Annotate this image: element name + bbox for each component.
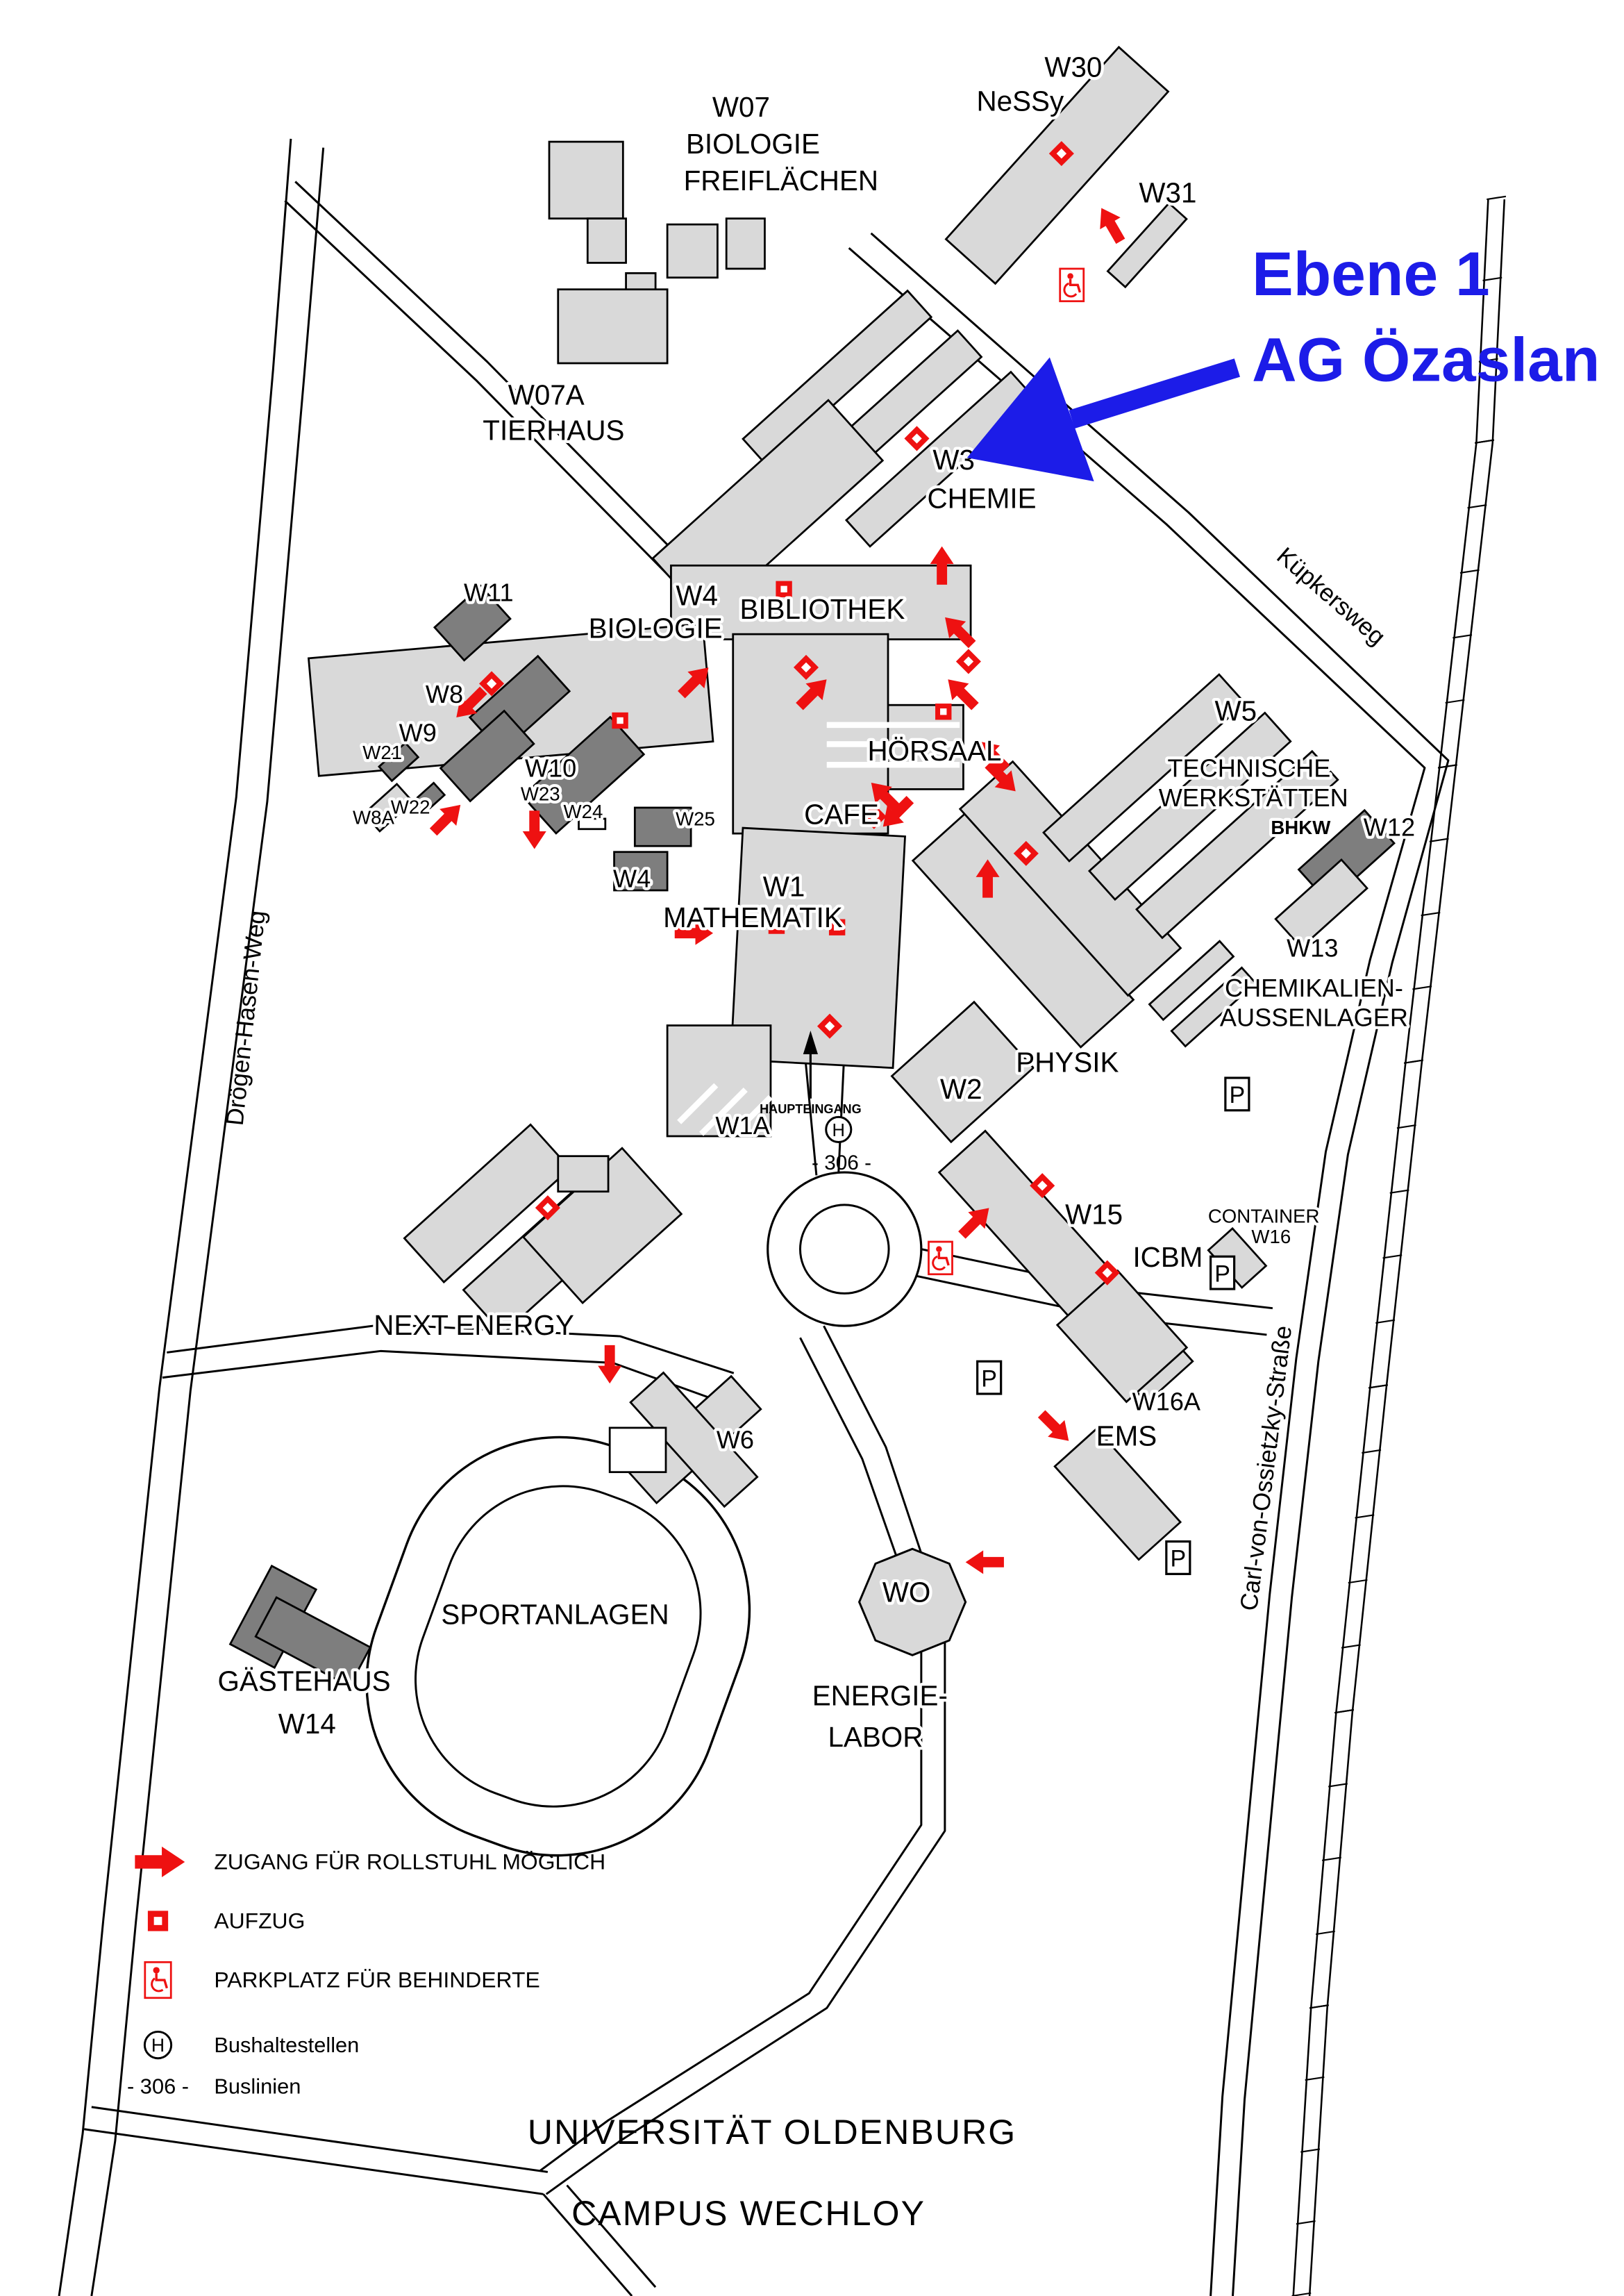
building-label: W6 — [716, 1425, 755, 1454]
elevator-icon-center — [940, 708, 946, 715]
annotation-ebene-line1: Ebene 1 — [1252, 239, 1490, 309]
building-label: SPORTANLAGEN — [441, 1598, 669, 1631]
building — [587, 219, 626, 263]
building-label: FREIFLÄCHEN — [683, 165, 879, 197]
building-label: W16A — [1132, 1387, 1201, 1416]
building-label: EMS — [1096, 1420, 1157, 1452]
building-label: GÄSTEHAUS — [217, 1665, 391, 1697]
building-label: W13 — [1287, 933, 1339, 963]
building-label: W14 — [278, 1707, 336, 1740]
building-label: WERKSTÄTTEN — [1158, 783, 1348, 812]
building-label: W30 — [1044, 51, 1103, 83]
building-label: BIOLOGIE — [685, 128, 820, 160]
building-label: CONTAINER — [1207, 1205, 1320, 1227]
building-label: W24 — [563, 800, 603, 822]
building-label: MATHEMATIK — [663, 901, 843, 934]
building-label: ICBM — [1132, 1241, 1203, 1274]
building-label: W22 — [390, 796, 430, 818]
building — [626, 273, 656, 291]
building-label: W16 — [1251, 1226, 1291, 1248]
building-label: W21 — [362, 741, 403, 763]
footer-title-campus: CAMPUS WECHLOY — [571, 2193, 926, 2233]
building-label: NeSSy — [976, 85, 1064, 117]
legend-label: Buslinien — [214, 2074, 301, 2099]
elevator-icon-center — [154, 1917, 162, 1925]
building-label: W2 — [939, 1072, 982, 1105]
parking-marker-letter: P — [1229, 1082, 1246, 1109]
disabled-parking-icon — [1067, 273, 1073, 279]
building-label: W8A — [353, 806, 394, 829]
parking-marker-letter: P — [1170, 1545, 1187, 1572]
annotation-ebene-line2: AG Özaslan — [1252, 324, 1600, 394]
bus-line-number: - 306 - — [812, 1151, 872, 1174]
building-label: HÖRSAAL — [867, 734, 1002, 767]
main-entrance-label: HAUPTEINGANG — [760, 1102, 862, 1117]
elevator-icon-center — [617, 717, 623, 724]
building-label: W10 — [524, 754, 577, 783]
building-label: TIERHAUS — [483, 414, 625, 447]
bus-line-icon: - 306 - — [126, 2074, 190, 2099]
building-label: W9 — [399, 718, 437, 747]
parking-marker-letter: P — [981, 1365, 998, 1392]
building-label: CAFE — [804, 798, 879, 831]
legend-label: PARKPLATZ FÜR BEHINDERTE — [214, 1967, 540, 1993]
building-label: W25 — [676, 808, 715, 830]
building-label: TECHNISCHE — [1167, 754, 1331, 783]
building-label: W15 — [1065, 1198, 1123, 1231]
building — [558, 290, 667, 363]
building-label: LABOR — [828, 1721, 923, 1754]
building — [667, 224, 717, 278]
building-label: AUSSENLAGER — [1219, 1003, 1408, 1032]
building-label: NEXT ENERGY — [374, 1308, 574, 1341]
building — [558, 1156, 608, 1192]
building-label: W31 — [1139, 176, 1197, 209]
building-label: BIOLOGIE — [588, 612, 723, 644]
building-label: ENERGIE- — [812, 1679, 948, 1712]
building-label: W23 — [520, 783, 560, 805]
building-label: W1 — [762, 870, 805, 903]
building-label: W07 — [712, 90, 770, 123]
building-label: W4 — [612, 864, 651, 893]
legend-label: AUFZUG — [214, 1908, 305, 1933]
building-label: W5 — [1214, 694, 1257, 727]
disabled-parking-icon — [936, 1246, 942, 1252]
bus-stop-icon-letter: H — [151, 2035, 165, 2056]
building-label: W8 — [425, 679, 464, 708]
building-label: W3 — [932, 444, 975, 476]
parking-marker-letter: P — [1214, 1261, 1230, 1288]
footer-title-university: UNIVERSITÄT OLDENBURG — [527, 2113, 1017, 2152]
elevator-icon-center — [780, 586, 787, 592]
building-label: WO — [882, 1576, 931, 1608]
building-label: BHKW — [1271, 817, 1331, 839]
building — [549, 142, 623, 219]
legend-label: ZUGANG FÜR ROLLSTUHL MÖGLICH — [214, 1849, 606, 1874]
building-label: BIBLIOTHEK — [739, 592, 905, 625]
building-label: PHYSIK — [1016, 1046, 1119, 1079]
building-label: CHEMIKALIEN- — [1224, 974, 1403, 1003]
bus-loop-inner — [800, 1205, 889, 1294]
bus-loop — [768, 1172, 921, 1326]
legend-label: Bushaltestellen — [214, 2033, 360, 2058]
building-label: W12 — [1363, 813, 1416, 842]
building-label: W1A — [715, 1110, 770, 1140]
building-label: W07A — [508, 378, 585, 411]
street-label: Drögen-Hasen-Weg — [221, 908, 271, 1127]
building-label: CHEMIE — [927, 482, 1037, 515]
disabled-parking-icon — [153, 1967, 160, 1973]
building — [610, 1428, 666, 1472]
building-label: W11 — [464, 578, 514, 607]
building — [726, 219, 764, 269]
street-label: Carl-von-Ossietzky-Straße — [1235, 1324, 1298, 1613]
building-label: W4 — [676, 579, 718, 612]
bus-stop-marker-letter: H — [832, 1120, 845, 1140]
street-label: Küpkersweg — [1271, 542, 1391, 651]
